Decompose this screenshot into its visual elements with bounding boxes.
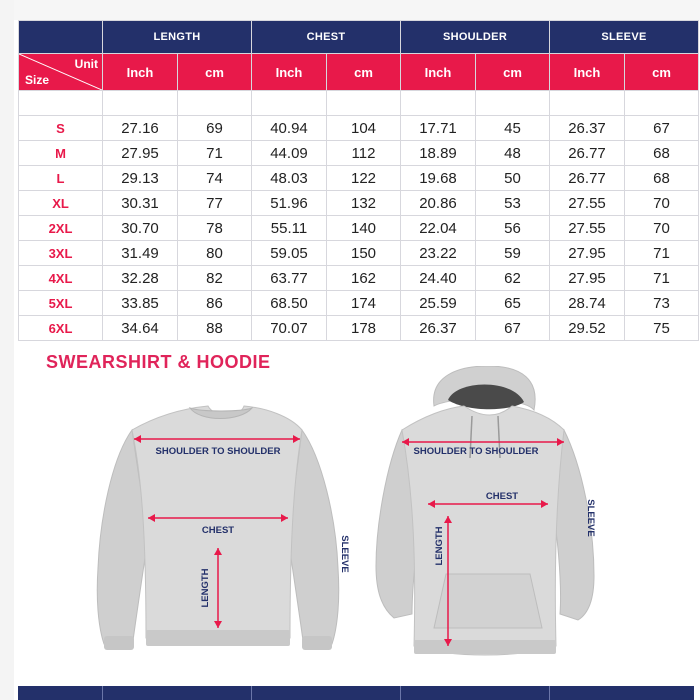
value-cell: 48.03 (252, 166, 327, 191)
shoulder-label: SHOULDER TO SHOULDER (155, 446, 281, 457)
value-cell: 162 (327, 266, 401, 291)
value-cell: 27.95 (103, 141, 178, 166)
table-row (19, 141, 699, 166)
value-cell: 19.68 (401, 166, 476, 191)
value-cell: 26.37 (401, 316, 476, 341)
value-cell: 20.86 (401, 191, 476, 216)
value-cell: 53 (476, 191, 550, 216)
group-header-blank (19, 21, 103, 54)
value-cell: 50 (476, 166, 550, 191)
bottom-table-edge (18, 686, 694, 700)
hoodie-shoulder-label: SHOULDER TO SHOULDER (413, 446, 539, 457)
value-cell: 33.85 (103, 291, 178, 316)
hoodie-sleeve-label: SLEEVE (585, 499, 596, 537)
value-cell: 88 (178, 316, 252, 341)
value-cell: 86 (178, 291, 252, 316)
value-cell: 62 (476, 266, 550, 291)
size-cell: S (19, 116, 103, 141)
unit-header: Inch (103, 54, 178, 91)
table-row (19, 266, 699, 291)
unit-header: Inch (252, 54, 327, 91)
value-cell: 45 (476, 116, 550, 141)
length-label: LENGTH (200, 568, 211, 608)
value-cell: 24.40 (401, 266, 476, 291)
value-cell: 18.89 (401, 141, 476, 166)
value-cell: 56 (476, 216, 550, 241)
value-cell: 68 (625, 141, 699, 166)
value-cell: 26.77 (550, 141, 625, 166)
sweatshirt-diagram (90, 398, 358, 662)
value-cell: 67 (476, 316, 550, 341)
value-cell: 82 (178, 266, 252, 291)
group-header-shoulder: SHOULDER (401, 21, 550, 54)
unit-header: cm (476, 54, 550, 91)
size-cell: 6XL (19, 316, 103, 341)
value-cell: 63.77 (252, 266, 327, 291)
value-cell: 74 (178, 166, 252, 191)
value-cell: 27.95 (550, 241, 625, 266)
value-cell: 73 (625, 291, 699, 316)
unit-header: cm (625, 54, 699, 91)
value-cell: 28.74 (550, 291, 625, 316)
value-cell: 31.49 (103, 241, 178, 266)
value-cell: 112 (327, 141, 401, 166)
value-cell: 29.13 (103, 166, 178, 191)
value-cell: 27.16 (103, 116, 178, 141)
value-cell: 70 (625, 216, 699, 241)
value-cell: 26.77 (550, 166, 625, 191)
unit-header: cm (327, 54, 401, 91)
value-cell: 26.37 (550, 116, 625, 141)
value-cell: 51.96 (252, 191, 327, 216)
value-cell: 78 (178, 216, 252, 241)
group-header-sleeve: SLEEVE (550, 21, 699, 54)
value-cell: 30.70 (103, 216, 178, 241)
value-cell: 23.22 (401, 241, 476, 266)
value-cell: 67 (625, 116, 699, 141)
value-cell: 40.94 (252, 116, 327, 141)
size-cell: M (19, 141, 103, 166)
value-cell: 122 (327, 166, 401, 191)
hoodie-length-label: LENGTH (434, 526, 445, 566)
corner-unit-label: Unit (74, 57, 98, 71)
page-left-edge (0, 0, 14, 700)
value-cell: 80 (178, 241, 252, 266)
size-cell: 4XL (19, 266, 103, 291)
hoodie-diagram (372, 366, 608, 666)
table-row (19, 241, 699, 266)
value-cell: 22.04 (401, 216, 476, 241)
table-row (19, 291, 699, 316)
value-cell: 132 (327, 191, 401, 216)
value-cell: 68 (625, 166, 699, 191)
value-cell: 77 (178, 191, 252, 216)
table-row (19, 116, 699, 141)
value-cell: 71 (625, 266, 699, 291)
value-cell: 140 (327, 216, 401, 241)
value-cell: 48 (476, 141, 550, 166)
value-cell: 25.59 (401, 291, 476, 316)
value-cell: 34.64 (103, 316, 178, 341)
value-cell: 30.31 (103, 191, 178, 216)
unit-header: cm (178, 54, 252, 91)
value-cell: 68.50 (252, 291, 327, 316)
value-cell: 27.95 (550, 266, 625, 291)
hoodie-illustration (376, 366, 594, 655)
table-row (19, 216, 699, 241)
value-cell: 75 (625, 316, 699, 341)
value-cell: 174 (327, 291, 401, 316)
sleeve-label: SLEEVE (339, 535, 350, 573)
size-cell: 3XL (19, 241, 103, 266)
value-cell: 32.28 (103, 266, 178, 291)
value-cell: 71 (625, 241, 699, 266)
page-top-edge (0, 0, 700, 20)
value-cell: 178 (327, 316, 401, 341)
group-header-length: LENGTH (103, 21, 252, 54)
size-unit-corner (19, 54, 103, 91)
size-cell: L (19, 166, 103, 191)
value-cell: 70 (625, 191, 699, 216)
value-cell: 29.52 (550, 316, 625, 341)
hoodie-chest-label: CHEST (485, 491, 519, 502)
value-cell: 70.07 (252, 316, 327, 341)
chest-label: CHEST (201, 525, 235, 536)
corner-size-label: Size (25, 73, 50, 87)
value-cell: 150 (327, 241, 401, 266)
size-cell: 2XL (19, 216, 103, 241)
size-cell: XL (19, 191, 103, 216)
size-chart-table (18, 20, 699, 341)
value-cell: 44.09 (252, 141, 327, 166)
table-row (19, 316, 699, 341)
unit-header: Inch (401, 54, 476, 91)
size-cell: 5XL (19, 291, 103, 316)
value-cell: 65 (476, 291, 550, 316)
size-rows (19, 116, 699, 341)
value-cell: 59.05 (252, 241, 327, 266)
value-cell: 27.55 (550, 191, 625, 216)
group-header-chest: CHEST (252, 21, 401, 54)
blank-spacer-row (19, 91, 699, 116)
unit-header-row (19, 54, 699, 91)
value-cell: 69 (178, 116, 252, 141)
value-cell: 71 (178, 141, 252, 166)
unit-header: Inch (550, 54, 625, 91)
value-cell: 27.55 (550, 216, 625, 241)
section-title: SWEARSHIRT & HOODIE (46, 352, 271, 372)
table-row (19, 166, 699, 191)
value-cell: 17.71 (401, 116, 476, 141)
measurement-group-header (19, 21, 699, 54)
table-row (19, 191, 699, 216)
value-cell: 104 (327, 116, 401, 141)
value-cell: 59 (476, 241, 550, 266)
value-cell: 55.11 (252, 216, 327, 241)
